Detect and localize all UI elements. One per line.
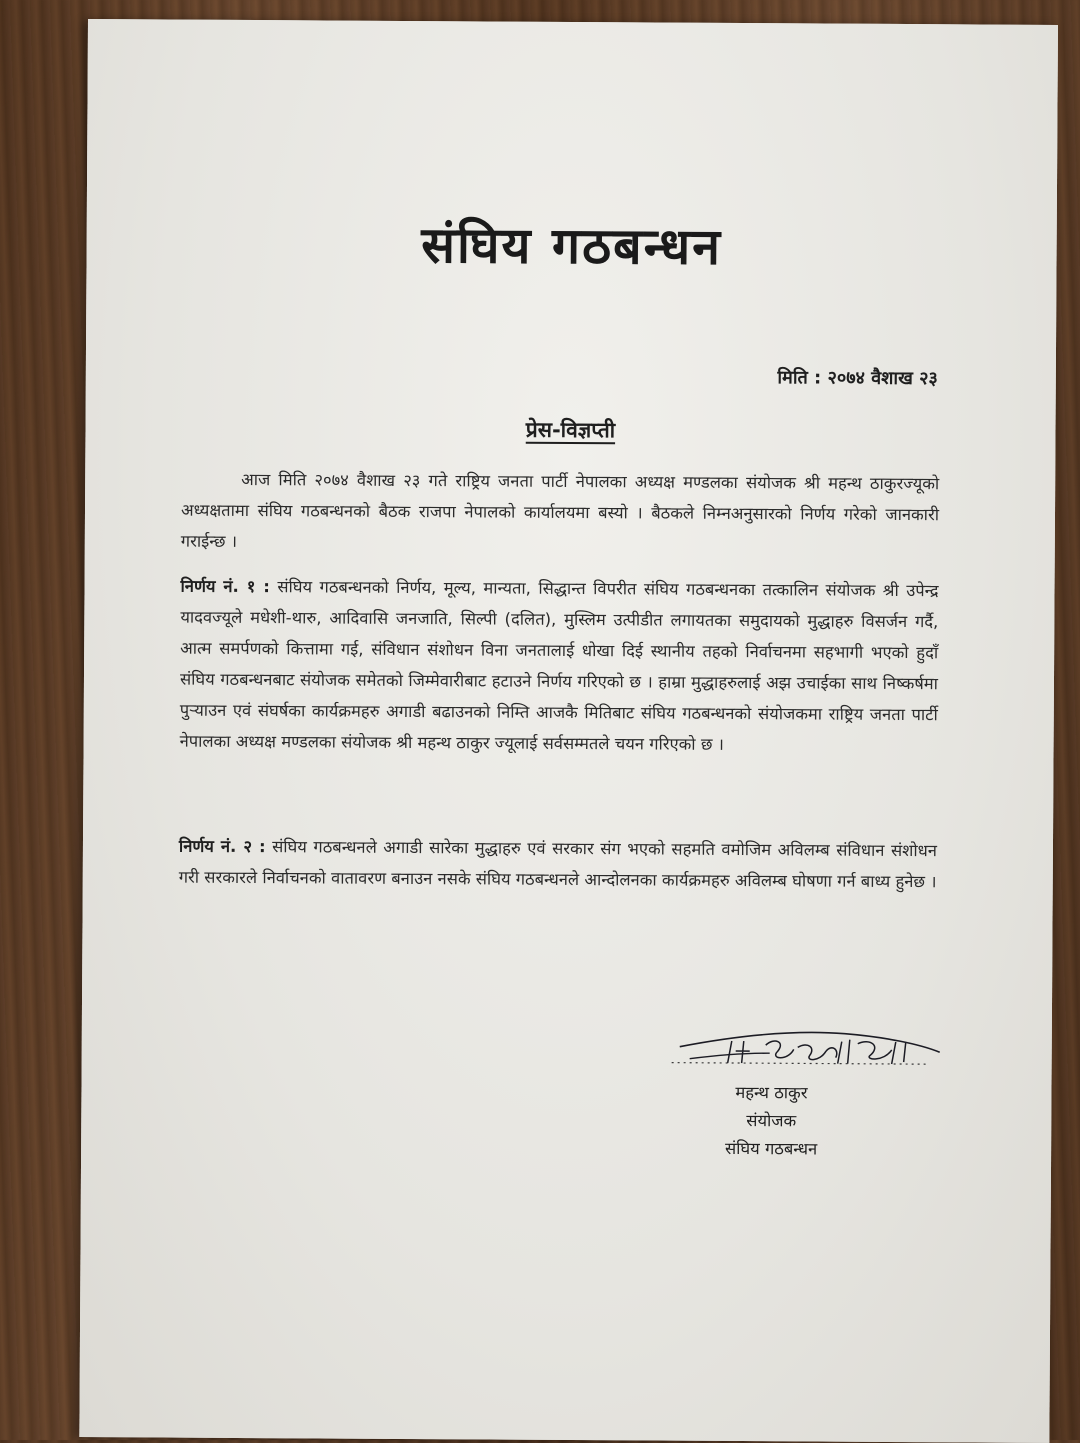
document-title: संघिय गठबन्धन	[421, 216, 723, 276]
signatory-organization: संघिय गठबन्धन	[724, 1138, 818, 1159]
signatory-name: महन्थ ठाकुर	[735, 1083, 808, 1103]
decision-1-text: संघिय गठबन्धनको निर्णय, मूल्य, मान्यता, सिद्धान्त विपरीत संघिय गठबन्धनका तत्कालिन संयोजक श्री उपेन्द्र यादवज्यूले मधेशी-थारु, आदिवासि जनजाति, सिल्पी (दलित), मुस्लिम उत्पीडीत लगायतका समुदायको मुद्धाहरु विसर्जन गर्दै, आत्म समर्पणको कित्तामा गई, संविधान संशोधन विना जनतालाई धोखा दिई स्थानीय तहको निर्वाचनमा सहभागी भएको हुदाँ संघिय गठबन्धनबाट संयोजक समेतको जिम्मेवारीबाट हटाउने निर्णय गरिएको छ । हाम्रा मुद्धाहरुलाई अझ उचाईका साथ निष्कर्षमा पुऱ्याउन एवं संघर्षका कार्यक्रमहरु अगाडी बढाउनको निम्ति आजकै मितिबाट संघिय गठबन्धनको संयोजकमा राष्ट्रिय जनता पार्टी नेपालका अध्यक्ष मण्डलका संयोजक श्री महन्थ ठाकुर ज्यूलाई सर्वसम्मतले चयन गरिएको छ ।	[179, 577, 939, 754]
decision-1-paragraph	[180, 571, 939, 762]
intro-paragraph: आज मिति २०७४ वैशाख २३ गते राष्ट्रिय जनता पार्टी नेपालका अध्यक्ष मण्डलका संयोजक श्री महन्थ ठाकुरज्यूको अध्यक्षतामा संघिय गठबन्धनको बैठक राजपा नेपालको कार्यालयमा बस्यो । बैठकले निम्नअनुसारको निर्णय गरेको जानकारी गराईन्छ ।	[180, 469, 940, 551]
document-date: मिति : २०७४ वैशाख २३	[777, 367, 938, 390]
decision-2-label: निर्णय नं. २ :	[178, 836, 266, 857]
handwritten-signature	[670, 1011, 950, 1083]
document-page	[79, 19, 1058, 1443]
press-release-heading: प्रेस-विज्ञप्ती	[525, 417, 616, 443]
decision-2-text: संघिय गठबन्धनले अगाडी सारेका मुद्धाहरु एवं सरकार संग भएको सहमति वमोजिम अविलम्ब संविधान संशोधन गरी सरकारले निर्वाचनको वातावरण बनाउन नसके संघिय गठबन्धनले आन्दोलनका कार्यक्रमहरु अविलम्ब घोषणा गर्न बाध्य हुनेछ ।	[178, 837, 938, 892]
decision-1-label: निर्णय नं. १ :	[180, 576, 270, 597]
decision-2-paragraph	[179, 831, 937, 898]
signatory-role: संयोजक	[746, 1111, 797, 1131]
signatory-block	[641, 1078, 902, 1164]
